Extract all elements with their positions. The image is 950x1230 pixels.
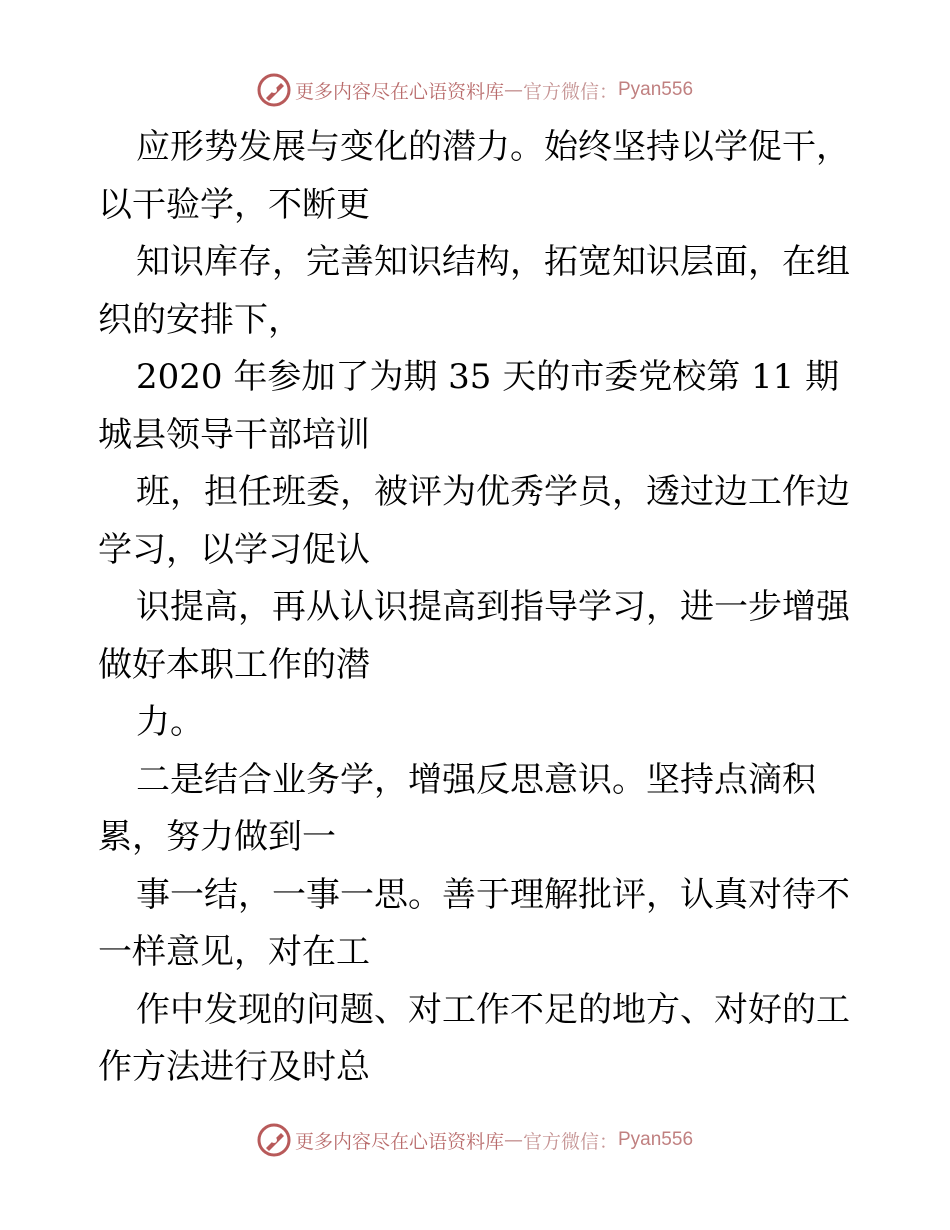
paragraph-line: 做好本职工作的潜 <box>98 644 370 685</box>
paragraph-line: 织的安排下， <box>98 299 302 340</box>
paragraph <box>98 982 858 1097</box>
pen-circle-logo-icon <box>257 73 291 107</box>
paragraph-line: 力。 <box>136 702 204 742</box>
paragraph <box>98 694 858 752</box>
watermark-brand: 更多内容尽在心语资料库 <box>294 80 504 103</box>
paragraph <box>98 234 858 349</box>
paragraph-line: 识提高，再从认识提高到指导学习，进一步增强 <box>136 587 850 627</box>
paragraph-line: 学习，以学习促认 <box>98 529 370 570</box>
paragraph <box>98 349 858 464</box>
paragraph-line: 作方法进行及时总 <box>98 1047 370 1087</box>
paragraph-line: 应形势发展与变化的潜力。始终坚持以学促干， <box>136 127 850 167</box>
pen-circle-logo-icon <box>257 1123 291 1157</box>
paragraph-line: 班，担任班委，被评为优秀学员，透过边工作边 <box>136 472 850 512</box>
paragraph-line: 2020 年参加了为期 35 天的市委党校第 11 期 <box>136 357 840 397</box>
watermark-separator: — <box>503 79 523 101</box>
watermark-wechat-id: Pyan556 <box>618 79 694 100</box>
paragraph <box>98 464 858 579</box>
paragraph <box>98 867 858 982</box>
paragraph-line: 知识库存，完善知识结构，拓宽知识层面，在组 <box>136 242 850 282</box>
watermark-separator: — <box>503 1129 523 1151</box>
paragraph <box>98 119 858 234</box>
header-watermark <box>0 70 950 110</box>
paragraph-line: 二是结合业务学，增强反思意识。坚持点滴积 <box>136 759 816 800</box>
watermark-wechat-id: Pyan556 <box>618 1129 694 1150</box>
paragraph-line: 作中发现的问题、对工作不足的地方、对好的工 <box>136 989 850 1030</box>
paragraph-line: 累，努力做到一 <box>98 817 336 857</box>
paragraph <box>98 579 858 694</box>
paragraph-line: 城县领导干部培训 <box>98 414 370 455</box>
watermark-wechat-label: 官方微信： <box>522 1130 618 1153</box>
paragraph-line: 事一结，一事一思。善于理解批评，认真对待不 <box>136 874 850 915</box>
watermark-brand: 更多内容尽在心语资料库 <box>294 1130 504 1153</box>
document-body <box>98 119 858 1097</box>
footer-watermark <box>0 1120 950 1160</box>
paragraph <box>98 752 858 867</box>
watermark-wechat-label: 官方微信： <box>522 80 618 103</box>
paragraph-line: 一样意见，对在工 <box>98 932 370 972</box>
paragraph-line: 以干验学，不断更 <box>98 184 370 225</box>
